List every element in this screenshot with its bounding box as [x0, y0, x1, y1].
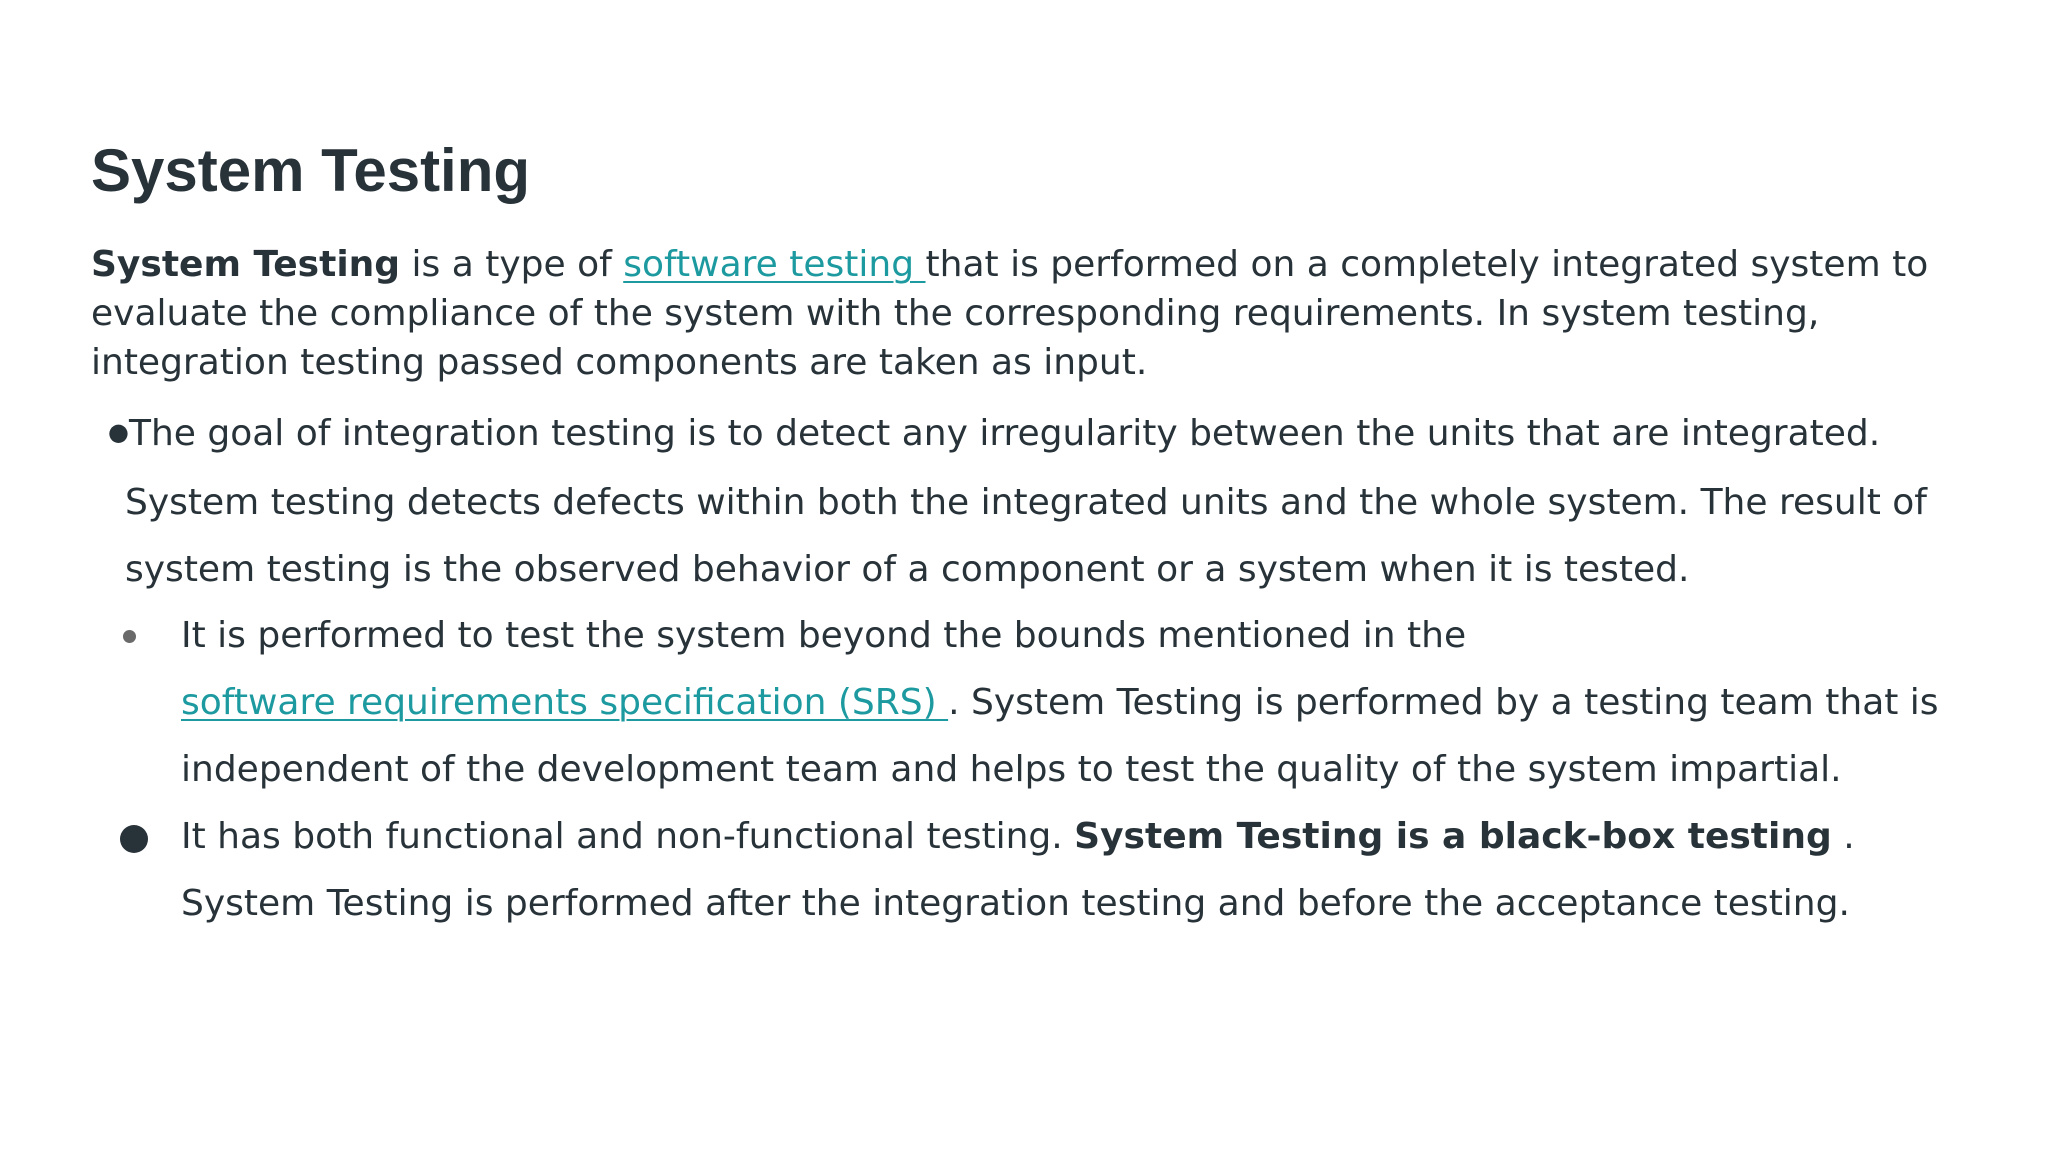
bullet-3-line-2: System Testing is performed after the integration testing and before the acceptance testing.	[181, 883, 1850, 924]
slide-title: System Testing	[91, 137, 531, 204]
intro-line-3: integration testing passed components are taken as input.	[91, 342, 1148, 383]
bullet-dot-icon: ●	[108, 417, 129, 446]
intro-paragraph	[91, 240, 1991, 387]
bullet-dot-icon	[120, 825, 148, 853]
bullet-item-black-box	[181, 803, 1855, 937]
bullet-item-srs	[181, 602, 1939, 803]
bullet-1-line-3: system testing is the observed behavior of a component or a system when it is tested.	[125, 548, 1690, 590]
bullet-1-line-2: System testing detects defects within both the integrated units and the whole system. The result of	[125, 481, 1927, 523]
bullet-1-line-1	[108, 400, 1927, 469]
software-testing-link[interactable]: software testing	[623, 244, 926, 285]
intro-text-2: that is performed on a completely integrated system to	[925, 244, 1929, 285]
bullet-2-line-2	[181, 669, 1939, 736]
bullet-item-integration-goal	[108, 400, 1927, 603]
bullet-2-line-3: independent of the development team and helps to test the quality of the system impartial.	[181, 749, 1842, 790]
bullet-2-line-1: It is performed to test the system beyond the bounds mentioned in the	[181, 615, 1467, 656]
intro-line-2: evaluate the compliance of the system with the corresponding requirements. In system testing,	[91, 293, 1820, 334]
srs-link[interactable]: software requirements specification (SRS)	[181, 682, 949, 723]
bullet-3-text: It has both functional and non-functional testing.	[181, 816, 1075, 857]
bullet-3-line-1	[181, 803, 1855, 870]
intro-text-1: is a type of	[400, 244, 624, 285]
bullet-1-text-1: The goal of integration testing is to detect any irregularity between the units that are integrated.	[128, 413, 1881, 454]
intro-term: System Testing	[91, 244, 401, 285]
bullet-3-bold: System Testing is a black-box testing	[1074, 816, 1832, 857]
bullet-2-line-2-rest: . System Testing is performed by a testing team that is	[948, 682, 1939, 723]
bullet-dot-icon	[123, 630, 136, 643]
intro-line-1	[91, 240, 1991, 289]
bullet-3-end: .	[1831, 816, 1855, 857]
